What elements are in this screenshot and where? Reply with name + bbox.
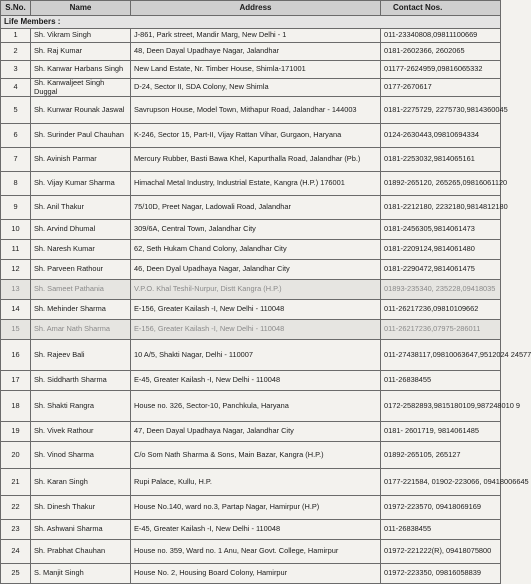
cell-address: 10 A/5, Shakti Nagar, Delhi - 110007 xyxy=(131,340,381,371)
cell-sno: 8 xyxy=(1,172,31,196)
cell-sno: 5 xyxy=(1,97,31,124)
cell-address: 75/10D, Preet Nagar, Ladowali Road, Jalandhar xyxy=(131,196,381,220)
cell-address: 62, Seth Hukam Chand Colony, Jalandhar City xyxy=(131,240,381,260)
cell-sno: 24 xyxy=(1,540,31,564)
header-row xyxy=(1,1,501,16)
cell-contact: 01177-2624959,09816065332 xyxy=(381,61,501,79)
cell-address: Savrupson House, Model Town, Mithapur Road, Jalandhar - 144003 xyxy=(131,97,381,124)
cell-sno: 22 xyxy=(1,496,31,520)
cell-sno: 9 xyxy=(1,196,31,220)
cell-name: Sh. Avinish Parmar xyxy=(31,148,131,172)
table-row xyxy=(1,391,501,422)
table-row xyxy=(1,196,501,220)
cell-contact: 011-26217236,07975-286011 xyxy=(381,320,501,340)
cell-sno: 10 xyxy=(1,220,31,240)
cell-address: Himachal Metal Industry, Industrial Estate, Kangra (H.P.) 176001 xyxy=(131,172,381,196)
cell-name: Sh. Parveen Rathour xyxy=(31,260,131,280)
section-title: Life Members : xyxy=(1,16,501,29)
cell-address: E-156, Greater Kailash -I, New Delhi - 110048 xyxy=(131,300,381,320)
cell-contact: 0181-2602366, 2602065 xyxy=(381,43,501,61)
cell-sno: 25 xyxy=(1,564,31,584)
cell-contact: 01972-223350, 09816058839 xyxy=(381,564,501,584)
cell-contact: 011-26217236,09810109662 xyxy=(381,300,501,320)
cell-address: House No.140, ward no.3, Partap Nagar, Hamirpur (H.P) xyxy=(131,496,381,520)
cell-name: Sh. Raj Kumar xyxy=(31,43,131,61)
cell-contact: 01972-221222(R), 09418075800 xyxy=(381,540,501,564)
cell-contact: 01892-265105, 265127 xyxy=(381,442,501,469)
table-row xyxy=(1,172,501,196)
cell-name: Sh. Kanwar Harbans Singh xyxy=(31,61,131,79)
cell-contact: 011-23340808,09811100669 xyxy=(381,29,501,43)
table-row xyxy=(1,422,501,442)
cell-contact: 0181- 2601719, 9814061485 xyxy=(381,422,501,442)
cell-sno: 18 xyxy=(1,391,31,422)
table-row xyxy=(1,469,501,496)
column-header-name: Name xyxy=(31,1,131,16)
cell-name: Sh. Kanwaljeet Singh Duggal xyxy=(31,79,131,97)
cell-contact: 011-26838455 xyxy=(381,520,501,540)
cell-sno: 1 xyxy=(1,29,31,43)
table-row xyxy=(1,148,501,172)
cell-name: Sh. Sameet Pathania xyxy=(31,280,131,300)
cell-sno: 17 xyxy=(1,371,31,391)
cell-sno: 7 xyxy=(1,148,31,172)
cell-name: Sh. Amar Nath Sharma xyxy=(31,320,131,340)
cell-name: Sh. Siddharth Sharma xyxy=(31,371,131,391)
cell-name: Sh. Vikram Singh xyxy=(31,29,131,43)
cell-address: 309/6A, Central Town, Jalandhar City xyxy=(131,220,381,240)
table-row xyxy=(1,124,501,148)
cell-address: J-861, Park street, Mandir Marg, New Delhi - 1 xyxy=(131,29,381,43)
table-row xyxy=(1,496,501,520)
cell-name: Sh. Kunwar Rounak Jaswal xyxy=(31,97,131,124)
cell-sno: 16 xyxy=(1,340,31,371)
cell-name: Sh. Anil Thakur xyxy=(31,196,131,220)
cell-contact: 0181-2275729, 2275730,9814360045 xyxy=(381,97,501,124)
cell-sno: 15 xyxy=(1,320,31,340)
section-row xyxy=(1,16,501,29)
cell-sno: 4 xyxy=(1,79,31,97)
cell-name: Sh. Mehinder Sharma xyxy=(31,300,131,320)
cell-name: Sh. Vinod Sharma xyxy=(31,442,131,469)
cell-address: K-246, Sector 15, Part-II, Vijay Rattan Vihar, Gurgaon, Haryana xyxy=(131,124,381,148)
cell-sno: 12 xyxy=(1,260,31,280)
cell-contact: 0181-2209124,9814061480 xyxy=(381,240,501,260)
cell-address: V.P.O. Khal Teshil-Nurpur, Distt Kangra (H.P.) xyxy=(131,280,381,300)
cell-address: 47, Deen Dayal Upadhaya Nagar, Jalandhar City xyxy=(131,422,381,442)
cell-contact: 011-27438117,09810063647,9512024 24577 xyxy=(381,340,501,371)
cell-contact: 0181-2212180, 2232180,9814812180 xyxy=(381,196,501,220)
cell-address: House no. 359, Ward no. 1 Anu, Near Govt. College, Hamirpur xyxy=(131,540,381,564)
table-row xyxy=(1,220,501,240)
table-row xyxy=(1,79,501,97)
table-row xyxy=(1,240,501,260)
cell-name: Sh. Surinder Paul Chauhan xyxy=(31,124,131,148)
cell-contact: 011-26838455 xyxy=(381,371,501,391)
cell-sno: 19 xyxy=(1,422,31,442)
cell-name: Sh. Vijay Kumar Sharma xyxy=(31,172,131,196)
cell-name: Sh. Dinesh Thakur xyxy=(31,496,131,520)
cell-address: Mercury Rubber, Basti Bawa Khel, Kapurthalla Road, Jalandhar (Pb.) xyxy=(131,148,381,172)
cell-contact: 0181-2290472,9814061475 xyxy=(381,260,501,280)
column-header-sno: S.No. xyxy=(1,1,31,16)
cell-contact: 0177-2670617 xyxy=(381,79,501,97)
table-row xyxy=(1,260,501,280)
cell-name: Sh. Naresh Kumar xyxy=(31,240,131,260)
cell-address: E-45, Greater Kailash -I, New Delhi - 110048 xyxy=(131,371,381,391)
cell-address: 46, Deen Dyal Upadhaya Nagar, Jalandhar City xyxy=(131,260,381,280)
table-row xyxy=(1,29,501,43)
cell-contact: 0172-2582893,9815180109,987248010 9 xyxy=(381,391,501,422)
table-row xyxy=(1,520,501,540)
cell-address: House no. 326, Sector-10, Panchkula, Haryana xyxy=(131,391,381,422)
table-row xyxy=(1,97,501,124)
cell-sno: 6 xyxy=(1,124,31,148)
column-header-contact: Contact Nos. xyxy=(381,1,501,16)
cell-address: E-45, Greater Kailash -I, New Delhi - 110048 xyxy=(131,520,381,540)
cell-address: House No. 2, Housing Board Colony, Hamirpur xyxy=(131,564,381,584)
cell-name: Sh. Shakti Rangra xyxy=(31,391,131,422)
cell-contact: 01893-235340, 235228,09418035 xyxy=(381,280,501,300)
cell-address: D-24, Sector II, SDA Colony, New Shimla xyxy=(131,79,381,97)
cell-name: Sh. Prabhat Chauhan xyxy=(31,540,131,564)
cell-name: Sh. Arvind Dhumal xyxy=(31,220,131,240)
table-row xyxy=(1,340,501,371)
table-row xyxy=(1,280,501,300)
table-row xyxy=(1,564,501,584)
cell-contact: 01892-265120, 265265,09816061120 xyxy=(381,172,501,196)
cell-name: S. Manjit Singh xyxy=(31,564,131,584)
table-row xyxy=(1,540,501,564)
cell-contact: 01972-223570, 09418069169 xyxy=(381,496,501,520)
cell-address: Rupi Palace, Kullu, H.P. xyxy=(131,469,381,496)
column-header-address: Address xyxy=(131,1,381,16)
cell-contact: 0124-2630443,09810694334 xyxy=(381,124,501,148)
table-row xyxy=(1,43,501,61)
cell-name: Sh. Ashwani Sharma xyxy=(31,520,131,540)
cell-sno: 20 xyxy=(1,442,31,469)
table-row xyxy=(1,61,501,79)
cell-sno: 3 xyxy=(1,61,31,79)
cell-sno: 23 xyxy=(1,520,31,540)
table-row xyxy=(1,300,501,320)
cell-name: Sh. Vivek Rathour xyxy=(31,422,131,442)
cell-name: Sh. Karan Singh xyxy=(31,469,131,496)
cell-sno: 13 xyxy=(1,280,31,300)
cell-sno: 14 xyxy=(1,300,31,320)
table-row xyxy=(1,320,501,340)
table-row xyxy=(1,442,501,469)
cell-contact: 0177-221584, 01902-223066, 09418006645 xyxy=(381,469,501,496)
cell-sno: 21 xyxy=(1,469,31,496)
cell-address: New Land Estate, Nr. Timber House, Shimla-171001 xyxy=(131,61,381,79)
table-row xyxy=(1,371,501,391)
cell-address: C/o Som Nath Sharma & Sons, Main Bazar, Kangra (H.P.) xyxy=(131,442,381,469)
cell-contact: 0181-2456305,9814061473 xyxy=(381,220,501,240)
cell-sno: 11 xyxy=(1,240,31,260)
cell-name: Sh. Rajeev Bali xyxy=(31,340,131,371)
cell-address: 48, Deen Dayal Upadhaye Nagar, Jalandhar xyxy=(131,43,381,61)
cell-address: E-156, Greater Kailash -I, New Delhi - 110048 xyxy=(131,320,381,340)
cell-contact: 0181-2253032,9814065161 xyxy=(381,148,501,172)
cell-sno: 2 xyxy=(1,43,31,61)
